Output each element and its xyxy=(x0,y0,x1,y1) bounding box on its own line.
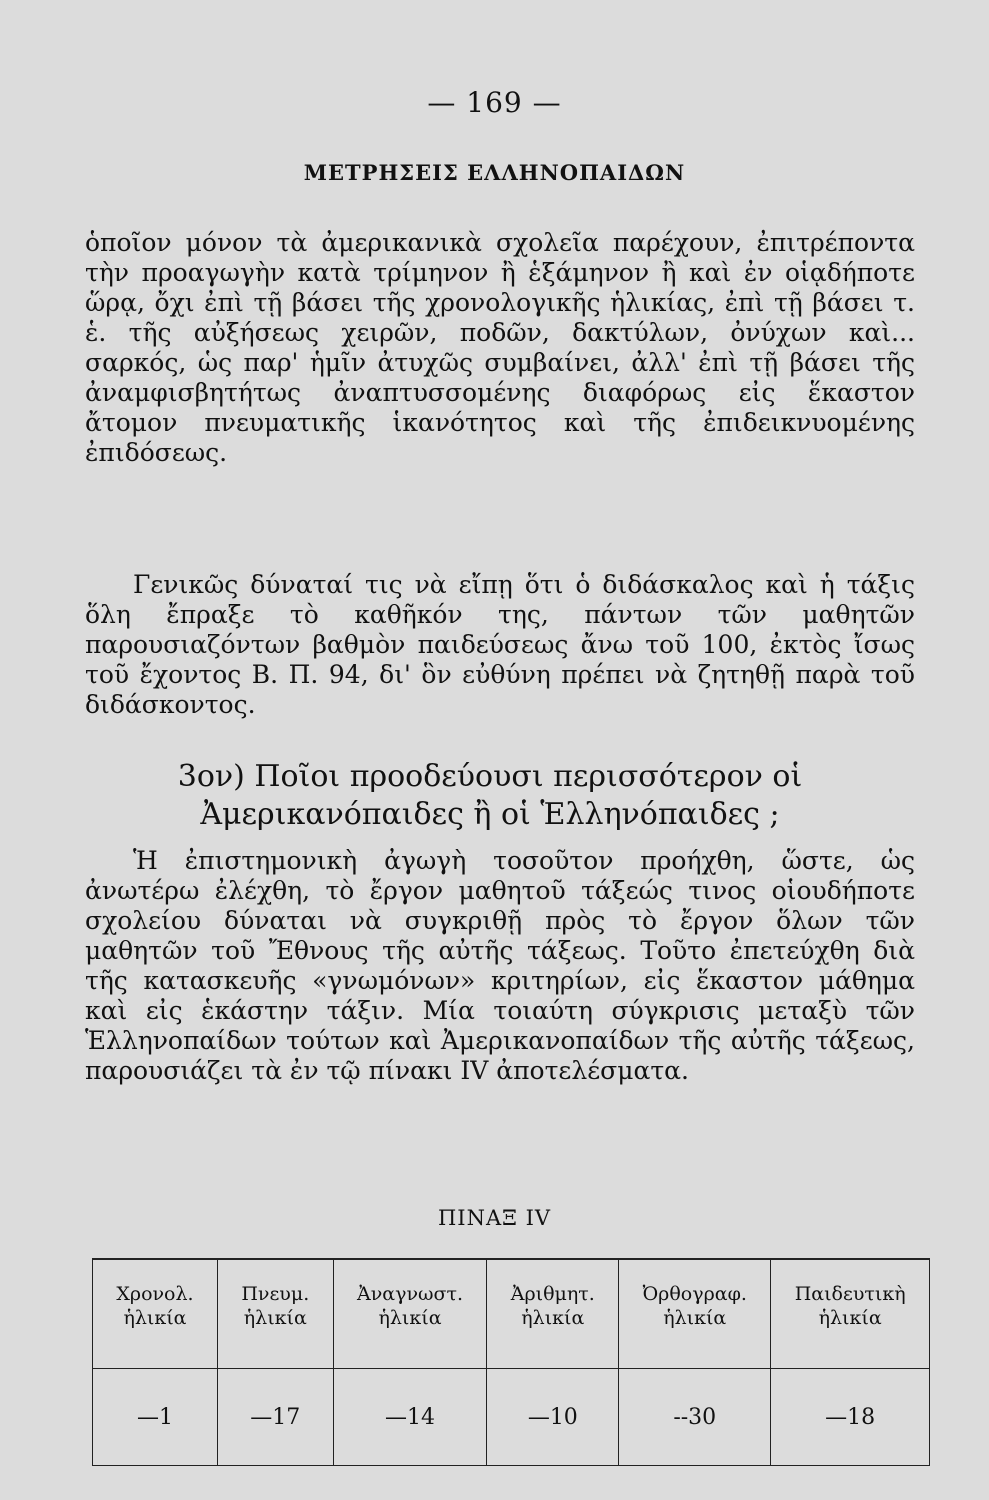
table-header-cell: Ἀναγνωστ. ἡλικία xyxy=(333,1259,487,1369)
table-cell: —14 xyxy=(333,1369,487,1466)
table-cell: —18 xyxy=(771,1369,930,1466)
section-heading: 3ον) Ποῖοι προοδεύουσι περισσότερον οἱ Ἀμερικανόπαιδες ἢ οἱ Ἑλληνόπαιδες ; xyxy=(177,759,803,832)
page-number: — 169 — xyxy=(427,86,562,119)
table-header-row xyxy=(93,1259,930,1369)
table-header-cell: Ὀρθογραφ. ἡλικία xyxy=(619,1259,771,1369)
table-cell: —1 xyxy=(93,1369,218,1466)
table-row xyxy=(93,1369,930,1466)
running-head: ΜΕΤΡΗΣΕΙΣ ΕΛΛΗΝΟΠΑΙΔΩΝ xyxy=(303,160,686,185)
table-title: ΠΙΝΑΞ IV xyxy=(437,1206,552,1230)
table-cell: —17 xyxy=(217,1369,333,1466)
paragraph-2: Γενικῶς δύναταί τις νὰ εἴπῃ ὅτι ὁ διδάσκαλος καὶ ἡ τάξις ὅλη ἔπραξε τὸ καθῆκόν της, πάντων τῶν μαθητῶν παρουσιαζόντων βαθμὸν παιδεύσεως ἄνω τοῦ 100, ἐκτὸς ἴσως τοῦ ἔχοντος Β. Π. 94, δι' ὃν εὐθύνη πρέπει νὰ ζητηθῇ παρὰ τοῦ διδάσκοντος. xyxy=(85,570,915,719)
paragraph-1: ὁποῖον μόνον τὰ ἀμερικανικὰ σχολεῖα παρέχουν, ἐπιτρέποντα τὴν προαγωγὴν κατὰ τρίμηνον ἢ ἑξάμηνον ἢ καὶ ἐν οἱᾳδήποτε ὥρᾳ, ὄχι ἐπὶ τῇ βάσει τῆς χρονολογικῆς ἡλικίας, ἐπὶ τῇ βάσει τ. ἑ. τῆς αὐξήσεως χειρῶν, ποδῶν, δακτύλων, ὀνύχων καὶ... σαρκός, ὡς παρ' ἡμῖν ἀτυχῶς συμβαίνει, ἀλλ' ἐπὶ τῇ βάσει τῆς ἀναμφισβητήτως ἀναπτυσσομένης διαφόρως εἰς ἕκαστον ἄτομον πνευματικῆς ἱκανότητος καὶ τῆς ἐπιδεικνυομένης ἐπιδόσεως. xyxy=(85,228,915,467)
paragraph-3: Ἡ ἐπιστημονικὴ ἀγωγὴ τοσοῦτον προήχθη, ὥστε, ὡς ἀνωτέρω ἐλέχθη, τὸ ἔργον μαθητοῦ τάξεώς τινος οἱουδήποτε σχολείου δύναται νὰ συγκριθῇ πρὸς τὸ ἔργον ὅλων τῶν μαθητῶν τοῦ Ἔθνους τῆς αὐτῆς τάξεως. Τοῦτο ἐπετεύχθη διὰ τῆς κατασκευῆς «γνωμόνων» κριτηρίων, εἰς ἕκαστον μάθημα καὶ εἰς ἑκάστην τάξιν. Μία τοιαύτη σύγκρισις μεταξὺ τῶν Ἑλληνοπαίδων τούτων καὶ Ἀμερικανοπαίδων τῆς αὐτῆς τάξεως, παρουσιάζει τὰ ἐν τῷ πίνακι IV ἀποτελέσματα. xyxy=(85,846,915,1085)
table-header-cell: Χρονολ. ἡλικία xyxy=(93,1259,218,1369)
table-header-cell: Παιδευτικὴ ἡλικία xyxy=(771,1259,930,1369)
table-header-cell: Πνευμ. ἡλικία xyxy=(217,1259,333,1369)
results-table xyxy=(92,1258,930,1466)
table-cell: —10 xyxy=(487,1369,619,1466)
table-cell: --30 xyxy=(619,1369,771,1466)
table-header-cell: Ἀριθμητ. ἡλικία xyxy=(487,1259,619,1369)
